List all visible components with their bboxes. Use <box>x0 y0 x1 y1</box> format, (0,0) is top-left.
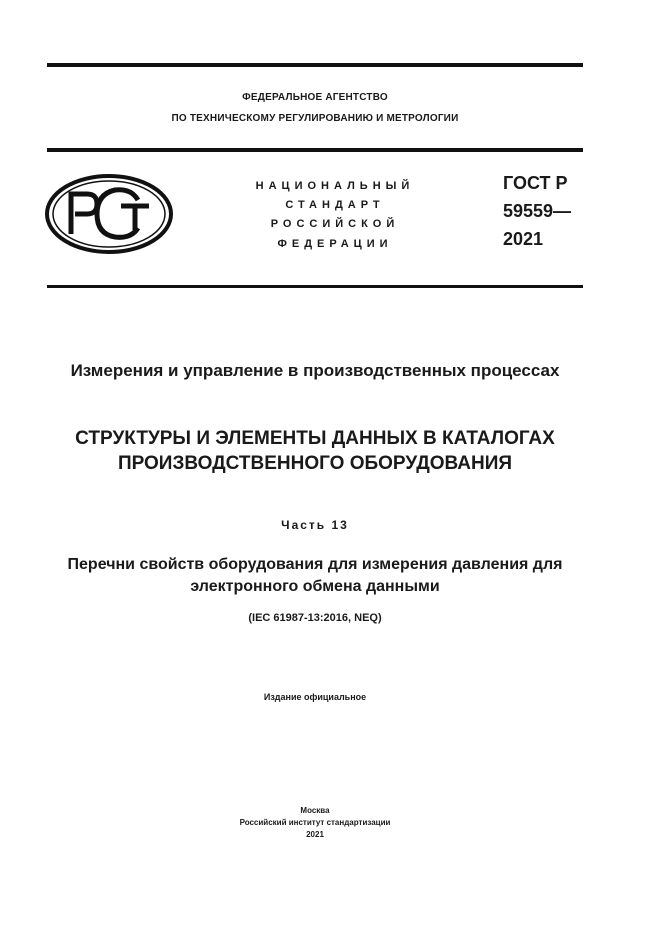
title-block-rule <box>47 285 583 288</box>
imprint-year: 2021 <box>306 830 324 839</box>
designation-line-3: 2021 <box>503 229 544 249</box>
subtitle: Перечни свойств оборудования для измерения давления для электронного обмена данными <box>67 556 563 595</box>
main-title: СТРУКТУРЫ И ЭЛЕМЕНТЫ ДАННЫХ В КАТАЛОГАХ ПРОИЗВОДСТВЕННОГО ОБОРУДОВАНИЯ <box>75 428 555 474</box>
general-title: Измерения и управление в производственных процессах <box>70 361 560 380</box>
rst-logo-icon <box>45 174 175 254</box>
part-number: Часть 13 <box>281 518 349 532</box>
designation-line-1: ГОСТ Р <box>503 173 568 193</box>
imprint-city: Москва <box>300 806 330 815</box>
top-rule <box>47 63 583 67</box>
imprint <box>40 805 590 841</box>
imprint-publisher: Российский институт стандартизации <box>239 818 391 827</box>
agency-line-1: ФЕДЕРАЛЬНОЕ АГЕНТСТВО <box>242 92 388 103</box>
national-standard-line-4: ФЕДЕРАЦИИ <box>277 238 393 250</box>
edition-label: Издание официальное <box>263 692 367 702</box>
iec-reference: (IEC 61987-13:2016, NEQ) <box>248 612 382 624</box>
national-standard-line-3: РОССИЙСКОЙ <box>270 218 400 230</box>
designation-line-2: 59559— <box>503 201 572 221</box>
agency-line-2: ПО ТЕХНИЧЕСКОМУ РЕГУЛИРОВАНИЮ И МЕТРОЛОГИИ <box>171 113 459 124</box>
national-standard-line-1: НАЦИОНАЛЬНЫЙ <box>255 180 415 192</box>
header-rule <box>47 148 583 152</box>
national-standard-line-2: СТАНДАРТ <box>285 199 385 211</box>
